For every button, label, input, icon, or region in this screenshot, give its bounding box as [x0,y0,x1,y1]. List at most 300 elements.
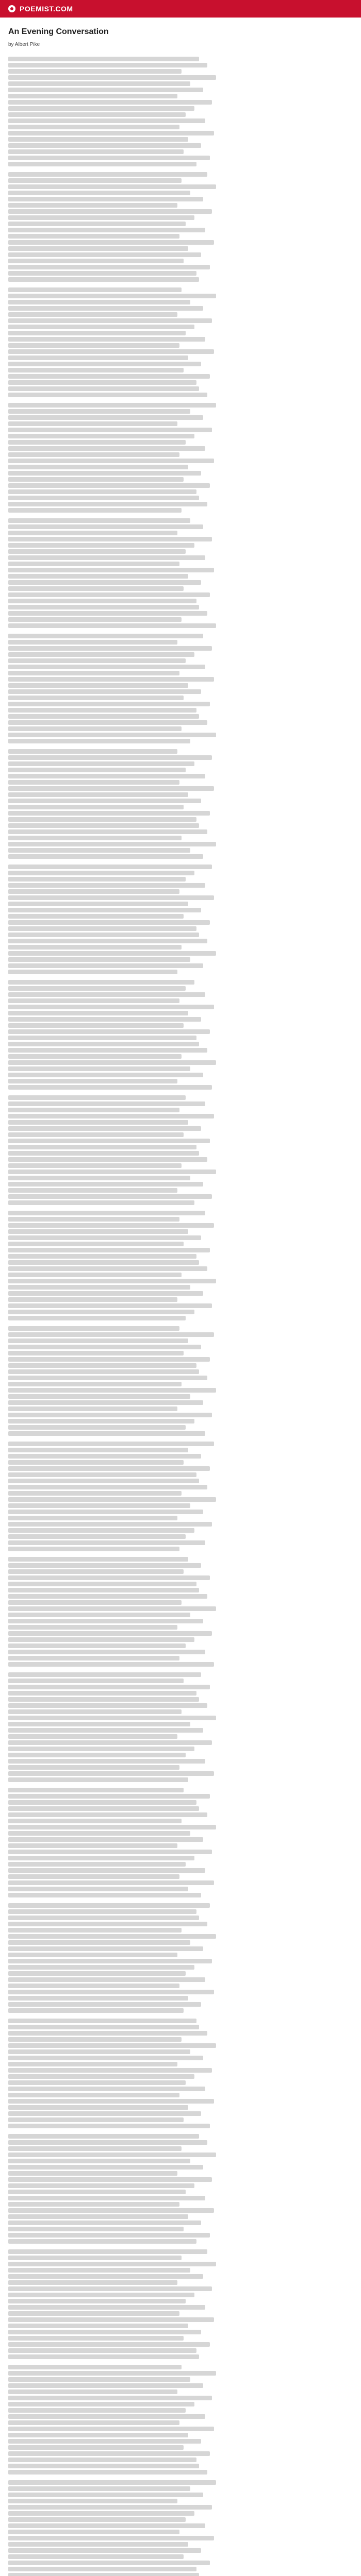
poem-line-placeholder [8,1800,196,1805]
poem-line-placeholder [8,2056,203,2060]
poem-line-placeholder [8,287,182,292]
poem-line-placeholder [8,1126,201,1131]
poem-line-placeholder [8,1631,212,1636]
poem-line-placeholder [8,331,186,335]
poem-line-placeholder [8,1753,186,1757]
stanza-placeholder [8,1095,225,1205]
poem-line-placeholder [8,1903,210,1908]
poem-line-placeholder [8,708,196,713]
poem-line-placeholder [8,1005,214,1009]
poem-line-placeholder [8,568,214,572]
poem-line-placeholder [8,1759,205,1764]
poem-line-placeholder [8,421,177,426]
poem-line-placeholder [8,2293,194,2297]
poem-line-placeholder [8,240,214,245]
poem-layout-placeholder [8,57,353,2576]
poem-line-placeholder [8,1575,210,1580]
poem-line-placeholder [8,1497,216,1502]
poem-line-placeholder [8,895,214,900]
poem-line-placeholder [8,228,205,232]
poem-line-placeholder [8,1060,216,1065]
poem-line-placeholder [8,2208,214,2213]
poem-line-placeholder [8,1794,210,1799]
poem-line-placeholder [8,1959,212,1963]
stanza-placeholder [8,980,225,1090]
poem-line-placeholder [8,658,186,663]
poem-line-placeholder [8,502,207,506]
poem-line-placeholder [8,2480,216,2485]
poem-line-placeholder [8,172,207,177]
poem-line-placeholder [8,889,179,894]
poem-line-placeholder [8,1085,212,1090]
poem-line-placeholder [8,549,186,554]
poem-line-placeholder [8,508,182,513]
poem-line-placeholder [8,483,210,488]
poem-line-placeholder [8,1394,190,1399]
poem-line-placeholder [8,2377,190,2382]
poem-line-placeholder [8,178,182,183]
stanza-placeholder [8,2134,225,2244]
poem-line-placeholder [8,926,196,931]
poem-line-placeholder [8,57,199,61]
poem-line-placeholder [8,1157,207,1162]
poem-line-placeholder [8,1806,199,1811]
poem-line-placeholder [8,489,196,494]
poem-line-placeholder [8,1297,177,1302]
poem-line-placeholder [8,252,201,257]
poem-line-placeholder [8,829,207,834]
poem-line-placeholder [8,2342,210,2347]
poem-line-placeholder [8,1491,182,1496]
poem-line-placeholder [8,2536,214,2540]
poem-line-placeholder [8,799,201,803]
stanza-placeholder [8,57,225,166]
poem-line-placeholder [8,446,205,451]
poem-line-placeholder [8,646,212,651]
poem-line-placeholder [8,1011,188,1015]
poem-line-placeholder [8,1151,199,1156]
poem-line-placeholder [8,2190,186,2194]
poem-line-placeholder [8,2087,205,2091]
poem-line-placeholder [8,1235,201,1240]
poem-line-placeholder [8,2336,184,2341]
poem-line-placeholder [8,755,212,760]
poem-line-placeholder [8,933,199,937]
poem-line-placeholder [8,1266,207,1271]
poem-line-placeholder [8,191,190,195]
poem-line-placeholder [8,1662,214,1667]
poem-line-placeholder [8,2511,194,2516]
poem-line-placeholder [8,2464,199,2468]
poem-line-placeholder [8,780,179,785]
poem-line-placeholder [8,1679,184,1683]
poem-line-placeholder [8,203,177,208]
poem-line-placeholder [8,2383,203,2388]
poem-line-placeholder [8,312,177,317]
poem-line-placeholder [8,386,199,391]
poem-line-placeholder [8,1946,203,1951]
poem-line-placeholder [8,1788,184,1792]
poem-line-placeholder [8,2396,212,2400]
poem-line-placeholder [8,440,186,445]
poem-line-placeholder [8,1588,199,1592]
poem-line-placeholder [8,1522,212,1527]
poem-line-placeholder [8,702,210,706]
stanza-placeholder [8,287,225,397]
poem-line-placeholder [8,1893,201,1897]
poem-line-placeholder [8,1812,207,1817]
poem-line-placeholder [8,1990,214,1994]
poem-line-placeholder [8,81,190,86]
poem-line-placeholder [8,1703,207,1708]
poem-line-placeholder [8,957,190,962]
poem-line-placeholder [8,1971,186,1976]
poem-line-placeholder [8,2445,184,2450]
stanza-placeholder [8,749,225,859]
poem-line-placeholder [8,149,184,154]
poem-line-placeholder [8,1843,177,1848]
poem-line-placeholder [8,2365,182,2369]
poem-line-placeholder [8,2299,186,2303]
poem-line-placeholder [8,209,212,214]
poem-line-placeholder [8,1619,203,1623]
poem-line-placeholder [8,1029,210,1034]
poem-line-placeholder [8,1934,216,1939]
poem-line-placeholder [8,337,205,342]
stanza-placeholder [8,1788,225,1897]
poem-line-placeholder [8,88,203,92]
poem-line-placeholder [8,1223,214,1228]
stanza-placeholder [8,2019,225,2128]
poem-line-placeholder [8,1229,188,1234]
poem-line-placeholder [8,555,205,560]
poem-line-placeholder [8,726,182,731]
poem-line-placeholder [8,992,205,997]
poem-line-placeholder [8,1637,194,1642]
poem-line-placeholder [8,640,177,645]
poem-line-placeholder [8,1145,196,1149]
poem-line-placeholder [8,368,184,372]
poem-line-placeholder [8,1066,190,1071]
poem-line-placeholder [8,2080,186,2085]
poem-line-placeholder [8,1613,190,1617]
stanza-placeholder [8,1442,225,1551]
poem-line-placeholder [8,2286,212,2291]
poem-line-placeholder [8,106,194,111]
poem-line-placeholder [8,720,207,725]
poem-line-placeholder [8,1108,179,1112]
poem-line-placeholder [8,1425,186,1430]
poem-line-placeholder [8,2542,188,2547]
poem-line-placeholder [8,2093,179,2097]
poem-line-placeholder [8,1740,212,1745]
poem-line-placeholder [8,1685,210,1689]
poem-line-placeholder [8,605,199,609]
poem-line-placeholder [8,761,194,766]
poem-line-placeholder [8,1023,184,1028]
site-name: POEMIST.COM [20,5,73,13]
poem-line-placeholder [8,409,190,414]
poem-line-placeholder [8,1996,188,2001]
poem-line-placeholder [8,842,216,846]
poem-line-placeholder [8,434,194,438]
poem-line-placeholder [8,1485,207,1489]
poem-line-placeholder [8,2499,177,2503]
stanza-placeholder [8,1211,225,1320]
poem-line-placeholder [8,739,190,743]
poem-line-placeholder [8,2262,216,2266]
poem-line-placeholder [8,2548,201,2553]
poem-line-placeholder [8,1120,188,1125]
poem-line-placeholder [8,749,177,754]
site-header [0,0,361,18]
poem-line-placeholder [8,524,203,529]
poem-line-placeholder [8,2420,179,2425]
poem-line-placeholder [8,1722,190,1726]
poem-line-placeholder [8,2354,199,2359]
poem-line-placeholder [8,1940,190,1945]
poem-line-placeholder [8,951,216,956]
poem-line-placeholder [8,1977,205,1982]
poem-line-placeholder [8,459,214,463]
poem-line-placeholder [8,665,205,669]
poem-line-placeholder [8,184,216,189]
poem-line-placeholder [8,477,184,482]
stanza-placeholder [8,865,225,974]
poem-line-placeholder [8,465,188,469]
poem-line-placeholder [8,2256,182,2260]
stanza-placeholder [8,634,225,743]
poem-line-placeholder [8,914,184,919]
poem-line-placeholder [8,2031,207,2036]
poem-line-placeholder [8,1200,194,1205]
poem-line-placeholder [8,125,179,129]
poem-line-placeholder [8,2505,212,2510]
poem-line-placeholder [8,1351,184,1355]
poem-line-placeholder [8,259,184,263]
poem-line-placeholder [8,2486,190,2491]
poem-line-placeholder [8,1831,190,1836]
poem-line-placeholder [8,100,212,105]
poem-line-placeholder [8,306,203,311]
poem-line-placeholder [8,1188,177,1193]
poem-line-placeholder [8,537,212,541]
poem-line-placeholder [8,63,207,67]
poem-line-placeholder [8,294,216,298]
poem-line-placeholder [8,2274,203,2279]
poem-line-placeholder [8,671,179,675]
poem-line-placeholder [8,1182,203,1187]
poem-line-placeholder [8,786,214,791]
poem-line-placeholder [8,1400,203,1405]
poem-line-placeholder [8,2025,199,2029]
poem-byline: by Albert Pike [8,41,40,47]
poem-line-placeholder [8,733,216,737]
poem-line-placeholder [8,265,210,269]
poem-line-placeholder [8,877,186,882]
poem-line-placeholder [8,69,182,74]
poem-line-placeholder [8,848,190,853]
poem-line-placeholder [8,2227,184,2231]
poem-line-placeholder [8,1953,177,1957]
poem-line-placeholder [8,805,184,809]
poem-line-placeholder [8,611,207,616]
poem-line-placeholder [8,1279,216,1283]
poem-line-placeholder [8,271,196,276]
poem-line-placeholder [8,1095,186,1100]
poem-line-placeholder [8,1338,188,1343]
poem-line-placeholder [8,1557,188,1562]
poem-line-placeholder [8,2233,210,2238]
poem-line-placeholder [8,1916,199,1920]
poem-line-placeholder [8,586,184,591]
poem-line-placeholder [8,355,188,360]
poem-line-placeholder [8,2124,210,2128]
poem-line-placeholder [8,1582,196,1586]
poem-line-placeholder [8,1922,207,1926]
poem-line-placeholder [8,2414,205,2419]
poem-line-placeholder [8,998,179,1003]
poem-line-placeholder [8,683,188,688]
poem-line-placeholder [8,1594,207,1599]
poem-line-placeholder [8,362,201,366]
poem-line-placeholder [8,1254,196,1259]
poem-line-placeholder [8,318,212,323]
poem-line-placeholder [8,137,188,142]
poem-line-placeholder [8,2117,184,2122]
poem-line-placeholder [8,792,188,797]
poem-line-placeholder [8,574,188,579]
poem-line-placeholder [8,714,199,719]
poem-line-placeholder [8,380,196,385]
poem-line-placeholder [8,836,182,840]
poem-line-placeholder [8,143,201,148]
poem-line-placeholder [8,118,205,123]
poem-line-placeholder [8,817,196,822]
poem-line-placeholder [8,1569,184,1574]
poem-line-placeholder [8,963,203,968]
poem-line-placeholder [8,518,190,523]
poem-line-placeholder [8,1413,212,1417]
poem-line-placeholder [8,939,207,943]
poem-line-placeholder [8,1369,199,1374]
poem-line-placeholder [8,1101,205,1106]
poem-line-placeholder [8,1516,177,1520]
poem-line-placeholder [8,2567,196,2571]
poem-line-placeholder [8,871,194,875]
poem-line-placeholder [8,1310,194,1314]
poem-line-placeholder [8,2371,216,2376]
poem-line-placeholder [8,349,214,354]
poem-line-placeholder [8,1540,205,1545]
poem-line-placeholder [8,1326,179,1331]
poem-line-placeholder [8,2049,190,2054]
poem-line-placeholder [8,112,186,117]
poem-line-placeholder [8,1303,212,1308]
poem-line-placeholder [8,1625,177,1630]
poem-line-placeholder [8,1211,205,1215]
poem-line-placeholder [8,1448,188,1452]
poem-line-placeholder [8,2159,190,2163]
poem-line-placeholder [8,865,212,869]
poem-line-placeholder [8,2439,201,2444]
poem-line-placeholder [8,471,201,476]
poem-line-placeholder [8,1728,203,1733]
poem-line-placeholder [8,131,214,135]
poem-line-placeholder [8,1316,186,1320]
poem-line-placeholder [8,1672,201,1677]
poem-line-placeholder [8,1042,199,1046]
poem-line-placeholder [8,2221,201,2225]
poem-line-placeholder [8,1825,216,1829]
poem-line-placeholder [8,1528,194,1533]
poem-line-placeholder [8,1048,207,1053]
poem-line-placeholder [8,1734,177,1739]
poem-line-placeholder [8,1073,203,1077]
poem-line-placeholder [8,1909,196,1914]
poem-line-placeholder [8,2062,177,2066]
poem-line-placeholder [8,1466,210,1471]
poem-line-placeholder [8,1874,179,1879]
poem-line-placeholder [8,1260,199,1265]
site-logo-icon [8,5,15,12]
poem-line-placeholder [8,1928,182,1933]
poem-line-placeholder [8,617,182,622]
poem-line-placeholder [8,1285,190,1290]
poem-line-placeholder [8,496,199,500]
poem-line-placeholder [8,1547,179,1551]
poem-line-placeholder [8,197,203,201]
poem-line-placeholder [8,986,186,991]
poem-line-placeholder [8,599,196,603]
poem-line-placeholder [8,2165,203,2170]
poem-line-placeholder [8,2324,188,2328]
poem-line-placeholder [8,1363,196,1368]
poem-line-placeholder [8,2470,207,2475]
stanza-placeholder [8,1672,225,1782]
poem-line-placeholder [8,2019,196,2023]
poem-line-placeholder [8,1650,205,1654]
stanza-placeholder [8,403,225,513]
poem-line-placeholder [8,2427,214,2431]
poem-line-placeholder [8,1709,182,1714]
stanza-placeholder [8,172,225,282]
poem-line-placeholder [8,1503,190,1508]
poem-line-placeholder [8,2140,207,2145]
poem-line-placeholder [8,1606,216,1611]
poem-line-placeholder [8,543,194,548]
poem-line-placeholder [8,343,179,348]
poem-line-placeholder [8,222,186,226]
poem-line-placeholder [8,1114,214,1118]
poem-line-placeholder [8,1460,184,1465]
poem-line-placeholder [8,1176,190,1180]
poem-line-placeholder [8,2530,179,2534]
poem-line-placeholder [8,2348,196,2353]
poem-line-placeholder [8,1765,179,1770]
poem-line-placeholder [8,2099,214,2104]
poem-line-placeholder [8,1887,188,1891]
poem-line-placeholder [8,2523,205,2528]
poem-line-placeholder [8,2177,212,2182]
poem-line-placeholder [8,94,177,98]
poem-line-placeholder [8,811,210,816]
stanza-placeholder [8,2365,225,2475]
poem-line-placeholder [8,2008,184,2013]
poem-line-placeholder [8,2389,177,2394]
poem-line-placeholder [8,1534,186,1539]
site-logo[interactable] [8,5,73,13]
